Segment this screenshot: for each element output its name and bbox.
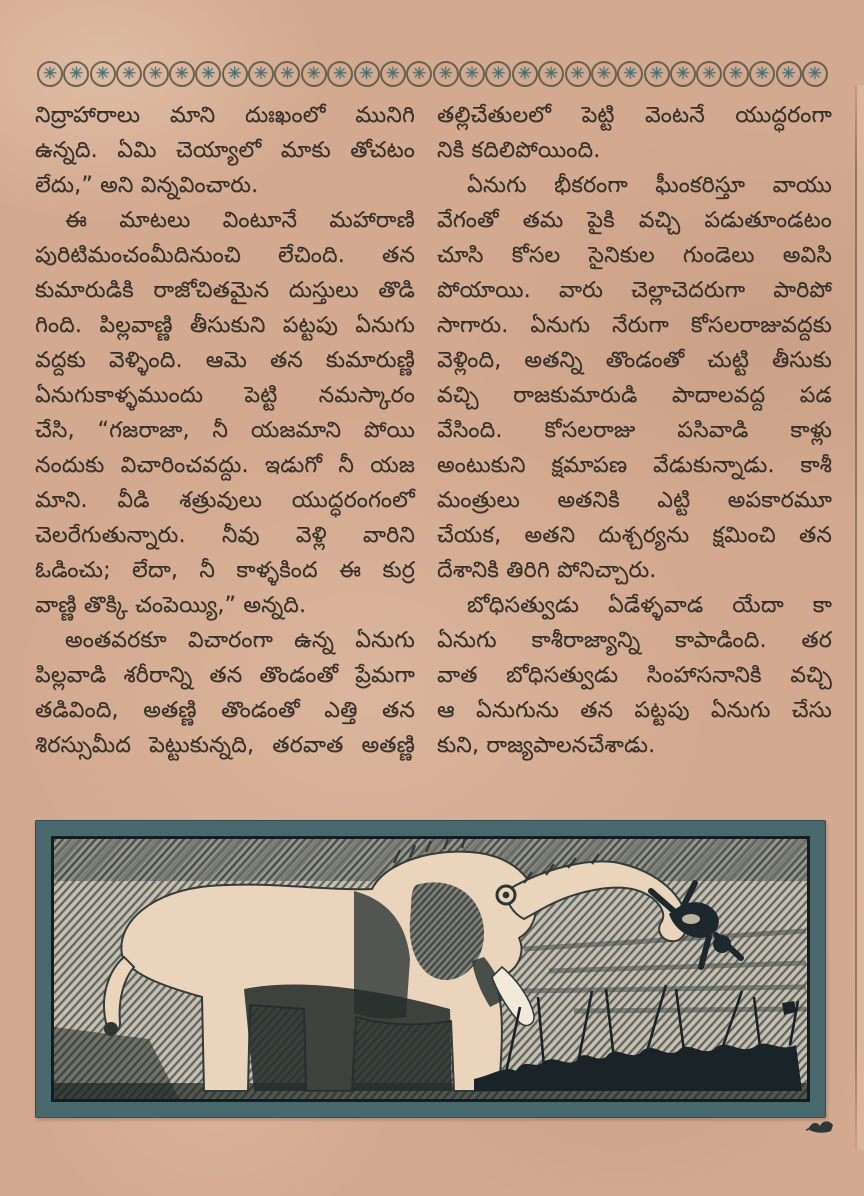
text-line: చెలరేగుతున్నారు. నీవు వెళ్లి వారిని (35, 523, 415, 548)
man-head (713, 935, 731, 953)
text-line: పురిటిమంచంమీదినుంచి లేచింది. తన (35, 243, 415, 268)
text-line: అంతవరకూ విచారంగా ఉన్న ఏనుగు (65, 628, 415, 653)
flower-ornament-icon: ✳ (459, 61, 485, 87)
text-line: ఈ మాటలు వింటూనే మహారాణి (65, 208, 415, 233)
text-line: అంటుకుని క్షమాపణ వేడుకున్నాడు. కాశీ (437, 453, 832, 478)
text-line: నందుకు విచారించవద్దు. ఇడుగో నీ యజ (35, 453, 415, 478)
text-line: నిద్రాహారాలు మాని దుఃఖంలో మునిగి (35, 103, 415, 128)
text-line: చూసి కోసల సైనికుల గుండెలు అవిసి (437, 243, 832, 268)
flower-ornament-icon: ✳ (644, 61, 670, 87)
flower-ornament-icon: ✳ (143, 61, 169, 87)
text-line: మంత్రులు అతనికి ఎట్టి అపకారమూ (437, 488, 832, 513)
flower-ornament-icon: ✳ (617, 61, 643, 87)
text-line: ఓడించు; లేదా, నీ కాళ్ళకింద ఈ కుర్ర (35, 558, 415, 583)
text-line: చేసి, “గజరాజా, నీ యజమాని పోయి (35, 418, 415, 443)
flower-ornament-icon: ✳ (802, 61, 828, 87)
text-line: ఏనుగు కాశీరాజ్యాన్ని కాపాడింది. తర (437, 628, 832, 653)
elephant-pupil (503, 892, 510, 899)
flower-ornament-icon: ✳ (63, 61, 89, 87)
text-line: పోయాయి. వారు చెల్లాచెదరుగా పారిపో (437, 278, 832, 303)
flower-ornament-icon: ✳ (248, 61, 274, 87)
text-line: నికి కదిలిపోయింది. (437, 138, 601, 163)
text-line: బోధిసత్వుడు ఏడేళ్ళవాడ యేదా కా (467, 593, 832, 618)
flower-ornament-icon: ✳ (327, 61, 353, 87)
flower-ornament-icon: ✳ (274, 61, 300, 87)
text-line: మాని. వీడి శత్రువులు యుద్ధరంగంలో (35, 488, 415, 513)
text-line: చేయక, అతని దుశ్చర్యను క్షమించి తన (437, 523, 832, 548)
text-line: దేశానికి తిరిగి పోనిచ్చారు. (437, 558, 657, 583)
flower-ornament-icon: ✳ (512, 61, 538, 87)
flower-ornament-icon: ✳ (485, 61, 511, 87)
text-line: ఏనుగు భీకరంగా ఘీంకరిస్తూ వాయు (467, 173, 832, 198)
text-line: వేసింది. కోసలరాజు పసివాడి కాళ్లు (437, 418, 832, 443)
pen-flourish-icon (806, 1119, 836, 1135)
text-column-left (35, 98, 415, 763)
flower-ornament-icon: ✳ (776, 61, 802, 87)
flower-ornament-icon: ✳ (222, 61, 248, 87)
flower-ornament-icon: ✳ (406, 61, 432, 87)
flower-ornament-icon: ✳ (696, 61, 722, 87)
page-fold-highlight (857, 85, 864, 1150)
text-line: పిల్లవాడి శరీరాన్ని తన తొండంతో ప్రేమగా (35, 663, 415, 688)
text-line: వేగంతో తమ పైకి వచ్చి పడుతూండటం (437, 208, 832, 233)
text-line: వద్దకు వెళ్ళింది. ఆమె తన కుమారుణ్ణి (35, 348, 415, 373)
illustration-frame (35, 820, 826, 1118)
text-line: వాణ్ణి తొక్కి చంపెయ్యి,” అన్నది. (35, 593, 307, 618)
flower-ornament-icon: ✳ (90, 61, 116, 87)
page-fold-line (855, 85, 857, 1150)
text-column-right (437, 98, 832, 763)
text-line: లేదు,” అని విన్నవించారు. (35, 173, 259, 198)
text-line: ఏనుగుకాళ్ళముందు పెట్టి నమస్కారం (35, 383, 415, 408)
text-line: వాత బోధిసత్వుడు సింహాసనానికి వచ్చి (437, 663, 832, 688)
flower-ornament-icon: ✳ (195, 61, 221, 87)
elephant-illustration (54, 839, 807, 1099)
ornament-border-row (37, 60, 828, 88)
flower-ornament-icon: ✳ (433, 61, 459, 87)
text-line: తడివింది, అతణ్ణి తొండంతో ఎత్తి తన (35, 698, 415, 723)
text-line: సాగారు. ఏనుగు నేరుగా కోసలరాజువద్దకు (437, 313, 832, 338)
story-text (35, 98, 832, 763)
flower-ornament-icon: ✳ (354, 61, 380, 87)
text-line: కుమారుడికి రాజోచితమైన దుస్తులు తొడి (35, 278, 415, 303)
flower-ornament-icon: ✳ (380, 61, 406, 87)
text-line: ఉన్నది. ఏమి చెయ్యాలో మాకు తోచటం (35, 138, 415, 163)
text-line: కుని, రాజ్యపాలనచేశాడు. (437, 733, 656, 758)
text-line: వెళ్లింది, అతన్ని తొండంతో చుట్టి తీసుకు (437, 348, 832, 373)
text-line: గింది. పిల్లవాణ్ణి తీసుకుని పట్టపు ఏనుగు (35, 313, 415, 338)
flower-ornament-icon: ✳ (169, 61, 195, 87)
illustration-canvas (51, 836, 810, 1102)
text-line: శిరస్సుమీద పెట్టుకున్నది, తరవాత అతణ్ణి (35, 733, 415, 758)
text-line: ఆ ఏనుగును తన పట్టపు ఏనుగు చేసు (437, 698, 832, 723)
text-line: తల్లిచేతులలో పెట్టి వెంటనే యుద్ధరంగా (437, 103, 832, 128)
flower-ornament-icon: ✳ (565, 61, 591, 87)
flower-ornament-icon: ✳ (723, 61, 749, 87)
flower-ornament-icon: ✳ (538, 61, 564, 87)
flower-ornament-icon: ✳ (37, 61, 63, 87)
flower-ornament-icon: ✳ (670, 61, 696, 87)
text-line: వచ్చి రాజకుమారుడి పాదాలవద్ద పడ (437, 383, 832, 408)
flower-ornament-icon: ✳ (301, 61, 327, 87)
flower-ornament-icon: ✳ (591, 61, 617, 87)
man-waist-highlight (682, 914, 700, 924)
flower-ornament-icon: ✳ (116, 61, 142, 87)
tail-tuft (104, 1022, 118, 1036)
flower-ornament-icon: ✳ (749, 61, 775, 87)
